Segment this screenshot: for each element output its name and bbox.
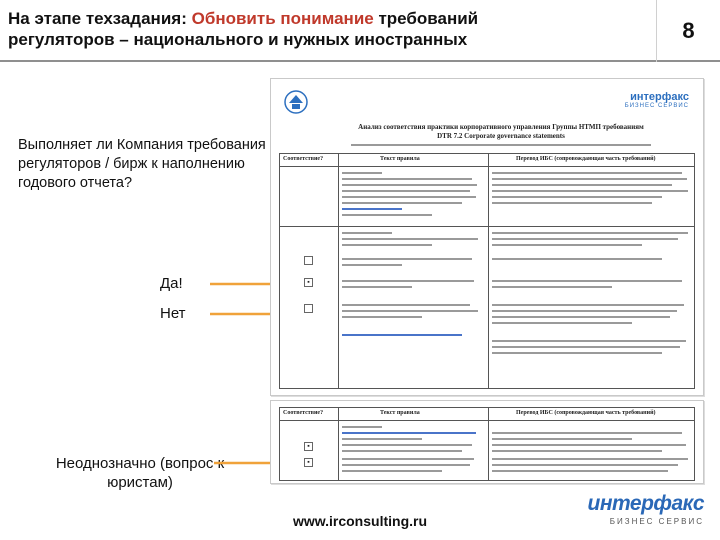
footer-url: www.irconsulting.ru bbox=[292, 513, 428, 529]
doc-heading-line2: DTR 7.2 Corporate governance statements bbox=[437, 132, 565, 140]
slide-number: 8 bbox=[656, 0, 720, 62]
doc1-col-compliance: Соответствие? bbox=[283, 156, 324, 162]
footer-logo-sub: БИЗНЕС СЕРВИС bbox=[609, 517, 704, 526]
answer-unclear-label: Неоднозначно (вопрос к юристам) bbox=[55, 455, 225, 491]
answer-no-label: Нет bbox=[160, 305, 186, 322]
doc1-col-translation: Перевод ИБС (сопровождающая часть требований) bbox=[516, 156, 656, 162]
emblem-icon bbox=[283, 89, 309, 115]
title-part1: На этапе техзадания: bbox=[8, 9, 192, 28]
doc2-checkbox-1: ▪ bbox=[304, 442, 313, 451]
compliance-question: Выполняет ли Компания требования регуляторов / бирж к наполнению годового отчета? bbox=[18, 137, 266, 191]
doc-brand-name: интерфакс bbox=[630, 91, 689, 103]
doc2-col-translation: Перевод ИБС (сопровождающая часть требований) bbox=[516, 410, 656, 416]
title-part2: требований регуляторов – национального и нужных иностранных bbox=[8, 9, 479, 49]
document-preview-page1 bbox=[270, 78, 704, 396]
doc-heading bbox=[311, 123, 691, 146]
answer-yes-label: Да! bbox=[160, 275, 183, 292]
document-preview-page2 bbox=[270, 400, 704, 484]
doc-brand bbox=[625, 91, 689, 109]
doc2-col-rule: Текст правила bbox=[380, 410, 420, 416]
doc-heading-line1: Анализ соответствия практики корпоративного управления Группы НТМП требованиям bbox=[358, 123, 644, 131]
doc-table-page1 bbox=[279, 153, 695, 389]
footer-logo bbox=[588, 492, 705, 526]
doc2-col-compliance: Соответствие? bbox=[283, 410, 324, 416]
doc-brand-sub: БИЗНЕС СЕРВИС bbox=[624, 103, 689, 109]
footer-logo-name: интерфакс bbox=[587, 492, 704, 515]
doc1-checkbox-3 bbox=[304, 304, 313, 313]
title-highlight: Обновить понимание bbox=[191, 9, 374, 28]
doc1-col-rule: Текст правила bbox=[380, 156, 420, 162]
doc-table-page2 bbox=[279, 407, 695, 481]
doc1-checkbox-1 bbox=[304, 256, 313, 265]
doc1-checkbox-2: ▪ bbox=[304, 278, 313, 287]
doc2-checkbox-2: ▪ bbox=[304, 458, 313, 467]
